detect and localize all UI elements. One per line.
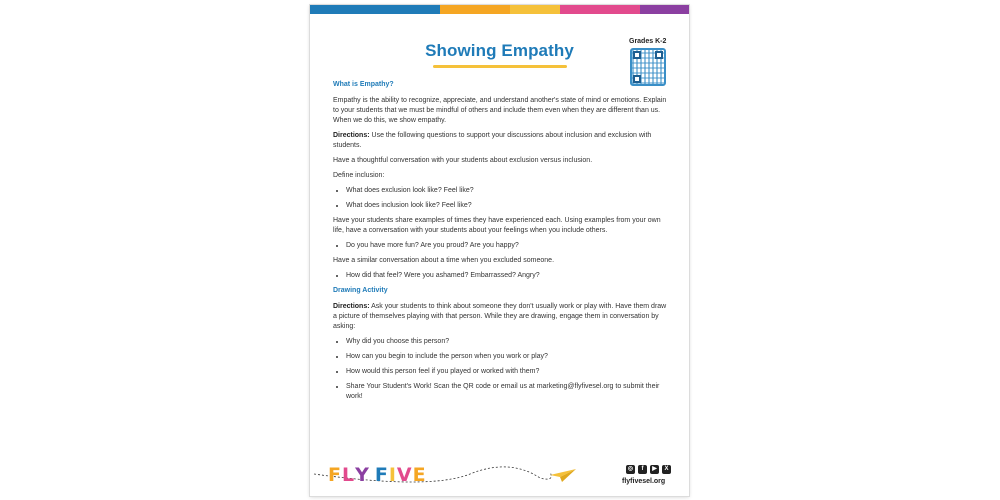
list-item: • Share Your Student's Work! Scan the QR code or email us at marketing@flyfivesel.org to submit their work! xyxy=(346,382,669,402)
drawing-questions-list xyxy=(333,337,669,402)
color-bar-orange xyxy=(440,5,510,14)
title-underline xyxy=(433,65,567,68)
worksheet-content xyxy=(333,80,669,407)
grade-level-label: Grades K-2 xyxy=(629,38,667,45)
logo-letter: L xyxy=(341,464,356,486)
color-bar xyxy=(310,5,689,14)
feelings-questions-list xyxy=(333,241,669,251)
social-links xyxy=(626,465,671,474)
section-heading-what-is-empathy: What is Empathy? xyxy=(333,81,394,88)
color-bar-blue xyxy=(310,5,440,14)
qr-finder-top-right xyxy=(655,51,663,59)
conversation-paragraph: Have a thoughtful conversation with your students about exclusion versus inclusion. xyxy=(333,157,593,164)
drawing-directions-text: Ask your students to think about someone they don't usually work or play with. Have them draw a picture of themselves playing with that person. While they are drawing, engage them in conversation by asking: xyxy=(333,303,667,330)
similar-conversation-paragraph: Have a similar conversation about a time when you excluded someone. xyxy=(333,257,555,264)
empathy-definition: Empathy is the ability to recognize, appreciate, and understand another's state of mind or emotions. Explain to your students that we must be mindful of others and include them even when they are different than us. When we do this, we show empathy. xyxy=(333,97,667,124)
list-item: • How would this person feel if you played or worked with them? xyxy=(346,367,669,377)
paper-airplane-icon xyxy=(550,467,576,483)
logo-letter: F xyxy=(328,464,342,486)
drawing-directions-paragraph xyxy=(333,302,669,332)
list-item: • What does inclusion look like? Feel like? xyxy=(346,201,669,211)
directions-label: Directions: xyxy=(333,132,370,139)
facebook-icon[interactable]: f xyxy=(638,465,647,474)
exclusion-questions-list xyxy=(333,271,669,281)
color-bar-yellow xyxy=(510,5,560,14)
worksheet-page xyxy=(310,5,689,496)
list-item: • Why did you choose this person? xyxy=(346,337,669,347)
share-paragraph: Have your students share examples of times they have experienced each. Using examples from your own life, have a conversation with your students about your feelings when you include others. xyxy=(333,217,661,234)
x-icon[interactable]: X xyxy=(662,465,671,474)
fly-five-logo xyxy=(328,464,427,486)
color-bar-pink xyxy=(560,5,640,14)
directions-label: Directions: xyxy=(333,303,370,310)
website-link[interactable]: flyfivesel.org xyxy=(622,478,666,485)
directions-text: Use the following questions to support your discussions about inclusion and exclusion with students. xyxy=(333,132,652,149)
list-item: • Do you have more fun? Are you proud? Are you happy? xyxy=(346,241,669,251)
section-heading-drawing-activity: Drawing Activity xyxy=(333,287,388,294)
logo-letter: V xyxy=(396,464,413,486)
page-title: Showing Empathy xyxy=(425,41,574,60)
list-item: • What does exclusion look like? Feel like? xyxy=(346,186,669,196)
instagram-icon[interactable]: ◎ xyxy=(627,466,634,472)
inclusion-questions-list xyxy=(333,186,669,211)
list-item: • How can you begin to include the person when you work or play? xyxy=(346,352,669,362)
define-inclusion-label: Define inclusion: xyxy=(333,172,385,179)
list-item: • How did that feel? Were you ashamed? Embarrassed? Angry? xyxy=(346,271,669,281)
logo-letter: E xyxy=(412,464,427,486)
logo-letter: Y xyxy=(355,464,370,486)
youtube-icon[interactable]: ▶ xyxy=(650,465,659,474)
qr-finder-top-left xyxy=(633,51,641,59)
logo-letter: F xyxy=(374,464,389,486)
logo-letter: I xyxy=(388,464,397,486)
color-bar-purple xyxy=(640,5,689,14)
directions-paragraph xyxy=(333,131,669,151)
